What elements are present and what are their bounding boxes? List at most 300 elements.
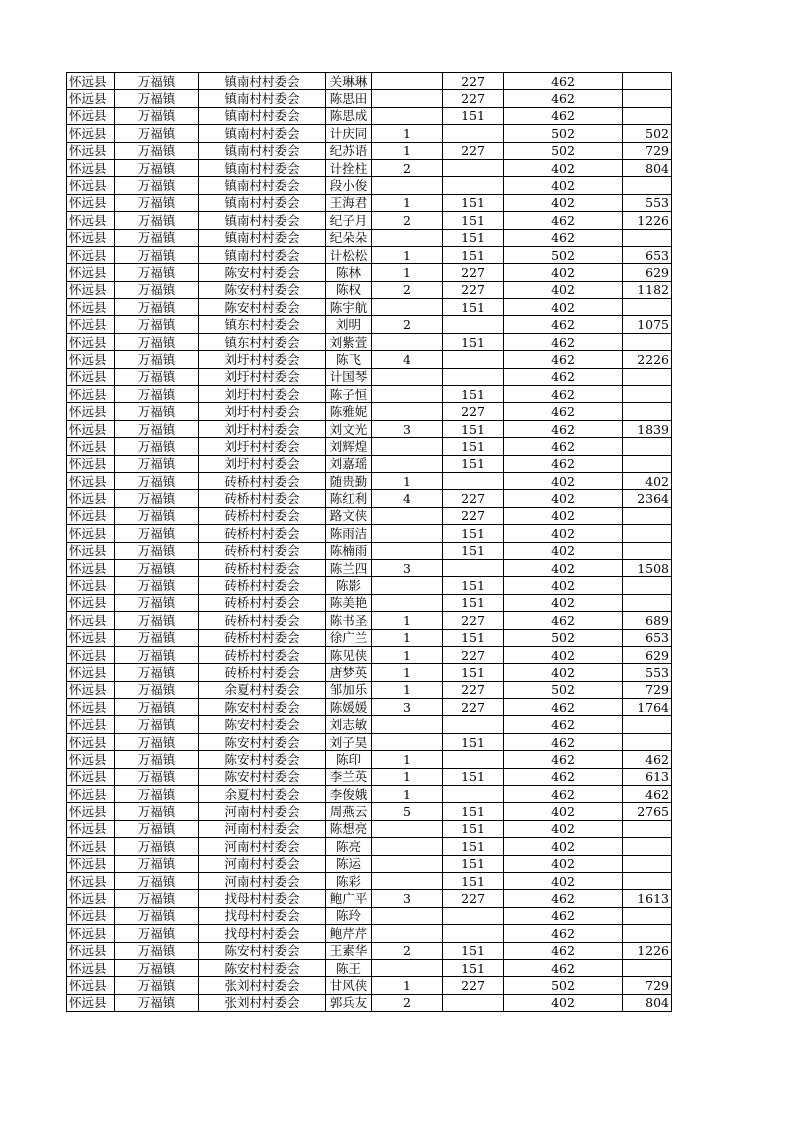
count-cell: 3 <box>372 559 443 576</box>
amount-a-cell: 151 <box>443 386 504 403</box>
count-cell <box>372 90 443 107</box>
amount-a-cell: 151 <box>443 855 504 872</box>
village-cell: 刘圩村村委会 <box>199 455 326 472</box>
total-cell <box>623 507 672 524</box>
table-row <box>67 386 672 403</box>
village-cell: 砖桥村村委会 <box>199 559 326 576</box>
town-cell: 万福镇 <box>115 733 199 750</box>
county-cell: 怀远县 <box>67 716 115 733</box>
town-cell: 万福镇 <box>115 212 199 229</box>
total-cell <box>623 820 672 837</box>
county-cell: 怀远县 <box>67 681 115 698</box>
total-cell: 1075 <box>623 316 672 333</box>
amount-a-cell <box>443 351 504 368</box>
county-cell: 怀远县 <box>67 351 115 368</box>
total-cell: 613 <box>623 768 672 785</box>
name-cell: 唐梦英 <box>326 664 372 681</box>
town-cell: 万福镇 <box>115 386 199 403</box>
amount-a-cell <box>443 751 504 768</box>
county-cell: 怀远县 <box>67 490 115 507</box>
town-cell: 万福镇 <box>115 316 199 333</box>
county-cell: 怀远县 <box>67 942 115 959</box>
county-cell: 怀远县 <box>67 455 115 472</box>
village-cell: 砖桥村村委会 <box>199 629 326 646</box>
town-cell: 万福镇 <box>115 142 199 159</box>
amount-a-cell: 227 <box>443 403 504 420</box>
count-cell <box>372 820 443 837</box>
amount-a-cell: 151 <box>443 542 504 559</box>
amount-b-cell: 502 <box>504 246 623 263</box>
county-cell: 怀远县 <box>67 525 115 542</box>
town-cell: 万福镇 <box>115 368 199 385</box>
table-row <box>67 872 672 889</box>
county-cell: 怀远县 <box>67 177 115 194</box>
count-cell: 1 <box>372 977 443 994</box>
total-cell <box>623 403 672 420</box>
table-row <box>67 890 672 907</box>
village-cell: 砖桥村村委会 <box>199 542 326 559</box>
name-cell: 李俊娥 <box>326 786 372 803</box>
county-cell: 怀远县 <box>67 368 115 385</box>
amount-b-cell: 402 <box>504 542 623 559</box>
amount-a-cell <box>443 472 504 489</box>
total-cell <box>623 872 672 889</box>
town-cell: 万福镇 <box>115 229 199 246</box>
total-cell <box>623 525 672 542</box>
town-cell: 万福镇 <box>115 751 199 768</box>
county-cell: 怀远县 <box>67 159 115 176</box>
amount-b-cell: 462 <box>504 786 623 803</box>
town-cell: 万福镇 <box>115 959 199 976</box>
county-cell: 怀远县 <box>67 90 115 107</box>
county-cell: 怀远县 <box>67 507 115 524</box>
count-cell: 1 <box>372 264 443 281</box>
total-cell: 1764 <box>623 699 672 716</box>
table-row <box>67 229 672 246</box>
village-cell: 镇南村村委会 <box>199 194 326 211</box>
amount-a-cell: 227 <box>443 142 504 159</box>
count-cell <box>372 386 443 403</box>
total-cell <box>623 594 672 611</box>
amount-a-cell <box>443 125 504 142</box>
village-cell: 镇南村村委会 <box>199 212 326 229</box>
table-row <box>67 438 672 455</box>
county-cell: 怀远县 <box>67 925 115 942</box>
count-cell: 2 <box>372 212 443 229</box>
count-cell <box>372 333 443 350</box>
amount-a-cell: 151 <box>443 333 504 350</box>
name-cell: 徐广兰 <box>326 629 372 646</box>
town-cell: 万福镇 <box>115 542 199 559</box>
amount-a-cell: 227 <box>443 281 504 298</box>
count-cell: 1 <box>372 612 443 629</box>
village-cell: 刘圩村村委会 <box>199 438 326 455</box>
county-cell: 怀远县 <box>67 125 115 142</box>
amount-b-cell: 462 <box>504 386 623 403</box>
amount-a-cell <box>443 907 504 924</box>
county-cell: 怀远县 <box>67 890 115 907</box>
amount-b-cell: 462 <box>504 212 623 229</box>
county-cell: 怀远县 <box>67 333 115 350</box>
village-cell: 陈安村村委会 <box>199 751 326 768</box>
amount-b-cell: 462 <box>504 351 623 368</box>
total-cell <box>623 386 672 403</box>
amount-a-cell: 227 <box>443 890 504 907</box>
table-row <box>67 125 672 142</box>
table-row <box>67 855 672 872</box>
village-cell: 镇南村村委会 <box>199 142 326 159</box>
total-cell: 804 <box>623 159 672 176</box>
county-cell: 怀远县 <box>67 264 115 281</box>
name-cell: 鲍芹芹 <box>326 925 372 942</box>
county-cell: 怀远县 <box>67 907 115 924</box>
amount-b-cell: 462 <box>504 107 623 124</box>
amount-a-cell: 151 <box>443 838 504 855</box>
amount-a-cell: 151 <box>443 820 504 837</box>
village-cell: 陈安村村委会 <box>199 299 326 316</box>
name-cell: 计拴柱 <box>326 159 372 176</box>
village-cell: 砖桥村村委会 <box>199 664 326 681</box>
total-cell: 729 <box>623 977 672 994</box>
count-cell <box>372 577 443 594</box>
total-cell <box>623 455 672 472</box>
town-cell: 万福镇 <box>115 612 199 629</box>
total-cell <box>623 925 672 942</box>
amount-b-cell: 402 <box>504 159 623 176</box>
total-cell <box>623 299 672 316</box>
name-cell: 陈玲 <box>326 907 372 924</box>
amount-b-cell: 462 <box>504 942 623 959</box>
village-cell: 河南村村委会 <box>199 820 326 837</box>
total-cell <box>623 907 672 924</box>
total-cell: 1839 <box>623 420 672 437</box>
count-cell <box>372 925 443 942</box>
village-cell: 河南村村委会 <box>199 803 326 820</box>
amount-a-cell: 227 <box>443 681 504 698</box>
village-cell: 张刘村村委会 <box>199 994 326 1011</box>
table-row <box>67 820 672 837</box>
name-cell: 郭兵友 <box>326 994 372 1011</box>
name-cell: 刘明 <box>326 316 372 333</box>
village-cell: 陈安村村委会 <box>199 959 326 976</box>
amount-b-cell: 502 <box>504 681 623 698</box>
town-cell: 万福镇 <box>115 977 199 994</box>
county-cell: 怀远县 <box>67 855 115 872</box>
name-cell: 段小俊 <box>326 177 372 194</box>
town-cell: 万福镇 <box>115 942 199 959</box>
total-cell <box>623 542 672 559</box>
county-cell: 怀远县 <box>67 699 115 716</box>
count-cell <box>372 733 443 750</box>
amount-b-cell: 402 <box>504 594 623 611</box>
name-cell: 陈红利 <box>326 490 372 507</box>
table-row <box>67 525 672 542</box>
amount-a-cell <box>443 177 504 194</box>
total-cell <box>623 73 672 90</box>
amount-b-cell: 402 <box>504 664 623 681</box>
total-cell: 2364 <box>623 490 672 507</box>
count-cell: 2 <box>372 994 443 1011</box>
amount-b-cell: 462 <box>504 768 623 785</box>
village-cell: 余夏村村委会 <box>199 786 326 803</box>
county-cell: 怀远县 <box>67 959 115 976</box>
amount-a-cell: 227 <box>443 490 504 507</box>
total-cell: 402 <box>623 472 672 489</box>
count-cell <box>372 838 443 855</box>
name-cell: 李兰英 <box>326 768 372 785</box>
amount-a-cell: 151 <box>443 768 504 785</box>
amount-a-cell: 151 <box>443 733 504 750</box>
town-cell: 万福镇 <box>115 716 199 733</box>
name-cell: 陈子恒 <box>326 386 372 403</box>
table-row <box>67 542 672 559</box>
town-cell: 万福镇 <box>115 177 199 194</box>
amount-b-cell: 462 <box>504 612 623 629</box>
count-cell: 4 <box>372 351 443 368</box>
county-cell: 怀远县 <box>67 612 115 629</box>
total-cell <box>623 107 672 124</box>
name-cell: 陈思成 <box>326 107 372 124</box>
name-cell: 王素华 <box>326 942 372 959</box>
amount-a-cell: 151 <box>443 194 504 211</box>
town-cell: 万福镇 <box>115 490 199 507</box>
total-cell <box>623 333 672 350</box>
count-cell: 1 <box>372 629 443 646</box>
village-cell: 陈安村村委会 <box>199 942 326 959</box>
table-row <box>67 681 672 698</box>
town-cell: 万福镇 <box>115 194 199 211</box>
table-row <box>67 942 672 959</box>
count-cell: 3 <box>372 420 443 437</box>
count-cell <box>372 507 443 524</box>
total-cell: 689 <box>623 612 672 629</box>
name-cell: 纪子月 <box>326 212 372 229</box>
table-row <box>67 333 672 350</box>
count-cell <box>372 542 443 559</box>
table-row <box>67 977 672 994</box>
village-cell: 镇南村村委会 <box>199 159 326 176</box>
amount-b-cell: 462 <box>504 890 623 907</box>
total-cell: 1508 <box>623 559 672 576</box>
count-cell <box>372 855 443 872</box>
amount-a-cell: 151 <box>443 525 504 542</box>
town-cell: 万福镇 <box>115 90 199 107</box>
amount-a-cell: 227 <box>443 612 504 629</box>
village-cell: 陈安村村委会 <box>199 699 326 716</box>
total-cell: 653 <box>623 629 672 646</box>
town-cell: 万福镇 <box>115 525 199 542</box>
count-cell: 2 <box>372 159 443 176</box>
town-cell: 万福镇 <box>115 820 199 837</box>
name-cell: 陈印 <box>326 751 372 768</box>
count-cell <box>372 455 443 472</box>
amount-b-cell: 402 <box>504 803 623 820</box>
town-cell: 万福镇 <box>115 994 199 1011</box>
amount-b-cell: 402 <box>504 838 623 855</box>
amount-a-cell <box>443 368 504 385</box>
name-cell: 陈见侠 <box>326 646 372 663</box>
total-cell: 629 <box>623 264 672 281</box>
count-cell: 2 <box>372 316 443 333</box>
county-cell: 怀远县 <box>67 559 115 576</box>
count-cell <box>372 299 443 316</box>
amount-b-cell: 462 <box>504 316 623 333</box>
total-cell <box>623 838 672 855</box>
total-cell: 502 <box>623 125 672 142</box>
table-row <box>67 142 672 159</box>
name-cell: 陈楠雨 <box>326 542 372 559</box>
county-cell: 怀远县 <box>67 872 115 889</box>
amount-a-cell: 151 <box>443 872 504 889</box>
table-row <box>67 803 672 820</box>
name-cell: 计国琴 <box>326 368 372 385</box>
village-cell: 陈安村村委会 <box>199 768 326 785</box>
total-cell: 629 <box>623 646 672 663</box>
amount-b-cell: 462 <box>504 333 623 350</box>
town-cell: 万福镇 <box>115 507 199 524</box>
amount-a-cell: 151 <box>443 594 504 611</box>
table-row <box>67 559 672 576</box>
count-cell <box>372 107 443 124</box>
amount-b-cell: 502 <box>504 125 623 142</box>
county-cell: 怀远县 <box>67 646 115 663</box>
table-row <box>67 594 672 611</box>
amount-b-cell: 402 <box>504 472 623 489</box>
total-cell <box>623 577 672 594</box>
table-row <box>67 159 672 176</box>
village-cell: 镇南村村委会 <box>199 73 326 90</box>
amount-b-cell: 502 <box>504 977 623 994</box>
amount-a-cell: 151 <box>443 229 504 246</box>
amount-a-cell: 227 <box>443 73 504 90</box>
village-cell: 陈安村村委会 <box>199 733 326 750</box>
table-row <box>67 716 672 733</box>
amount-a-cell: 151 <box>443 246 504 263</box>
county-cell: 怀远县 <box>67 281 115 298</box>
amount-b-cell: 462 <box>504 733 623 750</box>
village-cell: 砖桥村村委会 <box>199 490 326 507</box>
table-row <box>67 664 672 681</box>
amount-b-cell: 462 <box>504 907 623 924</box>
table-row <box>67 925 672 942</box>
county-cell: 怀远县 <box>67 386 115 403</box>
name-cell: 陈雨洁 <box>326 525 372 542</box>
village-cell: 砖桥村村委会 <box>199 525 326 542</box>
total-cell: 653 <box>623 246 672 263</box>
town-cell: 万福镇 <box>115 159 199 176</box>
name-cell: 计庆同 <box>326 125 372 142</box>
amount-b-cell: 402 <box>504 646 623 663</box>
count-cell: 1 <box>372 142 443 159</box>
amount-a-cell <box>443 716 504 733</box>
name-cell: 陈彩 <box>326 872 372 889</box>
name-cell: 鲍广平 <box>326 890 372 907</box>
village-cell: 镇南村村委会 <box>199 177 326 194</box>
village-cell: 刘圩村村委会 <box>199 386 326 403</box>
amount-b-cell: 502 <box>504 629 623 646</box>
amount-b-cell: 462 <box>504 959 623 976</box>
count-cell: 1 <box>372 472 443 489</box>
total-cell <box>623 716 672 733</box>
table-row <box>67 577 672 594</box>
count-cell <box>372 368 443 385</box>
count-cell: 1 <box>372 125 443 142</box>
county-cell: 怀远县 <box>67 316 115 333</box>
town-cell: 万福镇 <box>115 907 199 924</box>
amount-a-cell: 227 <box>443 977 504 994</box>
name-cell: 刘紫萱 <box>326 333 372 350</box>
county-cell: 怀远县 <box>67 751 115 768</box>
village-cell: 河南村村委会 <box>199 872 326 889</box>
town-cell: 万福镇 <box>115 646 199 663</box>
table-row <box>67 368 672 385</box>
total-cell: 2226 <box>623 351 672 368</box>
table-row <box>67 281 672 298</box>
name-cell: 陈亮 <box>326 838 372 855</box>
table-row <box>67 699 672 716</box>
table-row <box>67 733 672 750</box>
amount-a-cell <box>443 559 504 576</box>
total-cell: 804 <box>623 994 672 1011</box>
count-cell <box>372 525 443 542</box>
amount-a-cell: 151 <box>443 212 504 229</box>
amount-b-cell: 462 <box>504 229 623 246</box>
name-cell: 随贵勤 <box>326 472 372 489</box>
amount-b-cell: 502 <box>504 142 623 159</box>
amount-b-cell: 402 <box>504 525 623 542</box>
village-cell: 陈安村村委会 <box>199 264 326 281</box>
village-cell: 刘圩村村委会 <box>199 420 326 437</box>
total-cell: 1226 <box>623 212 672 229</box>
town-cell: 万福镇 <box>115 786 199 803</box>
amount-a-cell: 151 <box>443 455 504 472</box>
name-cell: 陈美艳 <box>326 594 372 611</box>
county-cell: 怀远县 <box>67 577 115 594</box>
village-cell: 砖桥村村委会 <box>199 612 326 629</box>
table-row <box>67 403 672 420</box>
amount-b-cell: 462 <box>504 73 623 90</box>
total-cell <box>623 959 672 976</box>
amount-a-cell: 227 <box>443 264 504 281</box>
town-cell: 万福镇 <box>115 107 199 124</box>
table-row <box>67 177 672 194</box>
town-cell: 万福镇 <box>115 838 199 855</box>
table-row <box>67 838 672 855</box>
village-cell: 镇南村村委会 <box>199 125 326 142</box>
county-cell: 怀远县 <box>67 838 115 855</box>
town-cell: 万福镇 <box>115 872 199 889</box>
amount-b-cell: 462 <box>504 403 623 420</box>
town-cell: 万福镇 <box>115 681 199 698</box>
town-cell: 万福镇 <box>115 629 199 646</box>
count-cell: 4 <box>372 490 443 507</box>
amount-a-cell: 151 <box>443 664 504 681</box>
amount-b-cell: 402 <box>504 820 623 837</box>
total-cell: 462 <box>623 751 672 768</box>
amount-a-cell: 151 <box>443 629 504 646</box>
total-cell <box>623 368 672 385</box>
name-cell: 王海君 <box>326 194 372 211</box>
town-cell: 万福镇 <box>115 699 199 716</box>
county-cell: 怀远县 <box>67 664 115 681</box>
amount-b-cell: 402 <box>504 855 623 872</box>
amount-a-cell: 151 <box>443 959 504 976</box>
table-row <box>67 472 672 489</box>
amount-b-cell: 402 <box>504 507 623 524</box>
table-row <box>67 194 672 211</box>
table-row <box>67 246 672 263</box>
table-row <box>67 959 672 976</box>
